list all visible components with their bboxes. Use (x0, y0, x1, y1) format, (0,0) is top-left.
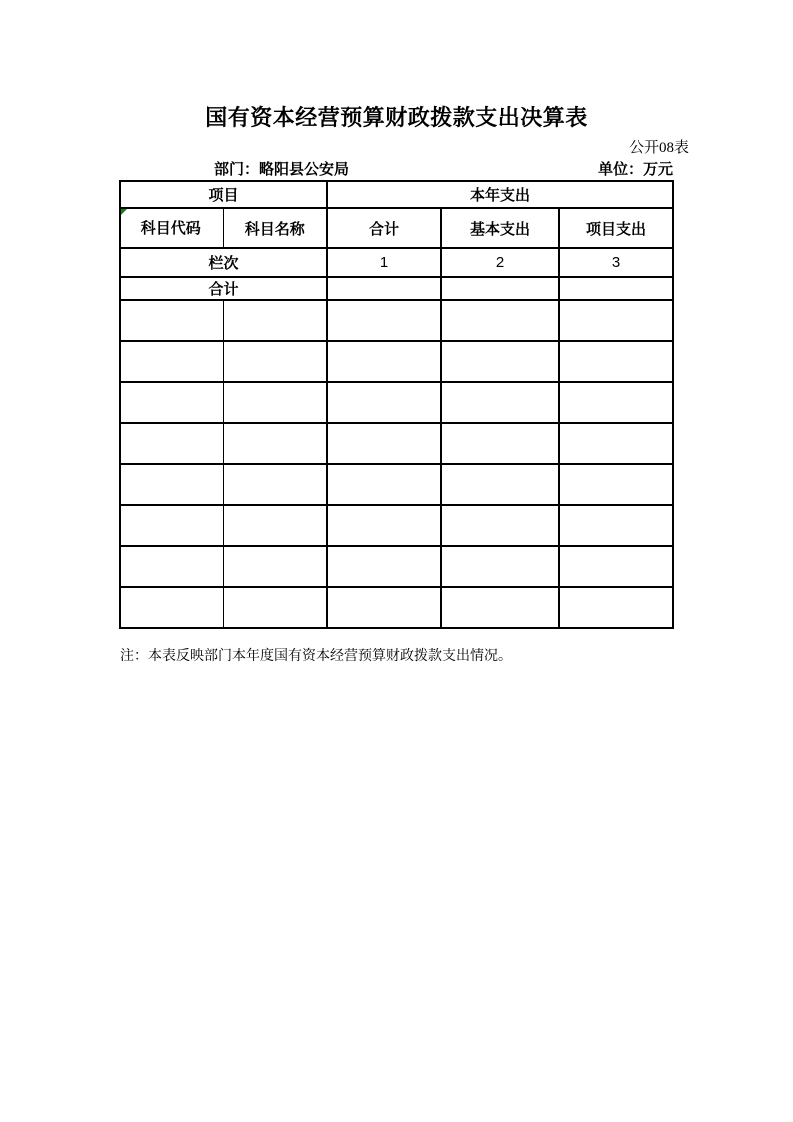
table-row (120, 341, 673, 382)
column-index-1: 1 (327, 248, 441, 277)
header-project-group: 项目 (120, 181, 327, 208)
header-subject-name: 科目名称 (223, 208, 327, 248)
empty-cell (120, 546, 223, 587)
empty-cell (441, 300, 559, 341)
empty-cell (441, 464, 559, 505)
empty-cell (559, 587, 673, 628)
empty-cell (559, 546, 673, 587)
empty-cell (120, 423, 223, 464)
empty-cell (441, 546, 559, 587)
unit-label: 单位：万元 (597, 161, 673, 178)
header-group-row (120, 181, 673, 208)
total-row-value-project (559, 277, 673, 300)
empty-cell (120, 464, 223, 505)
empty-cell (327, 341, 441, 382)
empty-cell (441, 341, 559, 382)
empty-cell (441, 587, 559, 628)
table-row (120, 587, 673, 628)
meta-line (120, 158, 673, 180)
empty-cell (223, 464, 327, 505)
empty-cell (223, 341, 327, 382)
empty-cell (327, 505, 441, 546)
table-row (120, 382, 673, 423)
table-row (120, 300, 673, 341)
header-current-year-expenditure: 本年支出 (327, 181, 673, 208)
total-row-label: 合计 (120, 277, 327, 300)
table-row (120, 505, 673, 546)
header-subject-code (120, 208, 223, 248)
excel-error-triangle-icon (121, 209, 127, 215)
empty-cell (327, 546, 441, 587)
table-row (120, 423, 673, 464)
column-index-3: 3 (559, 248, 673, 277)
empty-cell (327, 423, 441, 464)
empty-cell (223, 546, 327, 587)
column-index-row (120, 248, 673, 277)
header-total: 合计 (327, 208, 441, 248)
budget-table (119, 180, 674, 629)
header-basic-expenditure: 基本支出 (441, 208, 559, 248)
page-title: 国有资本经营预算财政拨款支出决算表 (205, 105, 588, 130)
empty-cell (120, 505, 223, 546)
department-label: 部门：略阳县公安局 (214, 161, 350, 178)
empty-cell (559, 505, 673, 546)
empty-cell (223, 505, 327, 546)
empty-cell (327, 587, 441, 628)
empty-cell (223, 382, 327, 423)
empty-cell (327, 300, 441, 341)
column-index-2: 2 (441, 248, 559, 277)
empty-cell (120, 587, 223, 628)
empty-cell (559, 464, 673, 505)
empty-cell (559, 423, 673, 464)
total-row (120, 277, 673, 300)
header-column-row (120, 208, 673, 248)
form-code-label: 公开08表 (628, 140, 689, 156)
header-subject-code-label: 科目代码 (140, 220, 201, 237)
empty-cell (120, 300, 223, 341)
empty-cell (559, 341, 673, 382)
empty-cell (327, 382, 441, 423)
empty-cell (441, 505, 559, 546)
empty-cell (327, 464, 441, 505)
empty-cell (223, 300, 327, 341)
total-row-value-basic (441, 277, 559, 300)
empty-cell (223, 587, 327, 628)
empty-cell (559, 300, 673, 341)
header-project-expenditure: 项目支出 (559, 208, 673, 248)
table-row (120, 464, 673, 505)
empty-cell (120, 341, 223, 382)
note-text: 注：本表反映部门本年度国有资本经营预算财政拨款支出情况。 (120, 649, 512, 664)
column-index-label: 栏次 (120, 248, 327, 277)
table-row (120, 546, 673, 587)
empty-cell (559, 382, 673, 423)
empty-cell (441, 382, 559, 423)
empty-cell (223, 423, 327, 464)
empty-cell (441, 423, 559, 464)
total-row-value-total (327, 277, 441, 300)
empty-cell (120, 382, 223, 423)
